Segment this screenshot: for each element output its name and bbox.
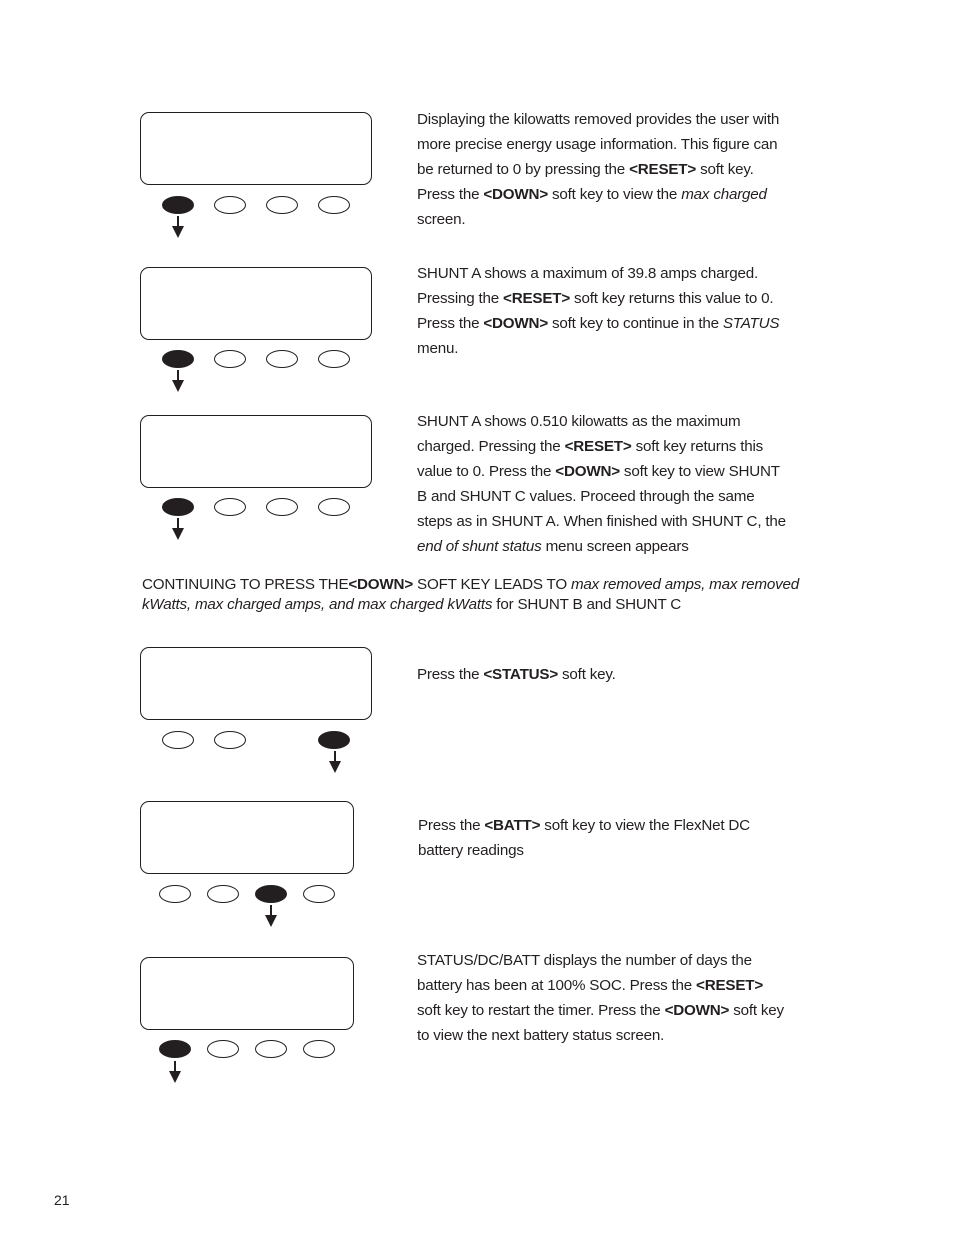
emphasis-text: end of shunt status (417, 538, 542, 555)
text-run: soft key to view the next battery status screen. (417, 1002, 784, 1044)
emphasis-text: STATUS (722, 315, 780, 332)
soft-key-1[interactable] (159, 1040, 191, 1058)
text-run: soft key returns this value to 0. Press the (417, 438, 764, 480)
soft-key-label: <RESET> (564, 438, 632, 455)
down-arrow-icon (171, 216, 185, 238)
soft-key-1[interactable] (162, 196, 194, 214)
lcd-screen-3 (140, 415, 372, 488)
down-arrow-icon (264, 905, 278, 927)
text-run: CONTINUING TO PRESS THE (142, 576, 349, 593)
text-run: soft key returns this value to 0. Press the (417, 290, 774, 332)
text-run: STATUS/DC/BATT displays the number of days the battery has been at 100% SOC. Press the (417, 952, 752, 994)
soft-key-2[interactable] (214, 350, 246, 368)
lcd-screen-6 (140, 957, 354, 1030)
down-arrow-icon (328, 751, 342, 773)
soft-key-2[interactable] (214, 731, 246, 749)
soft-key-1[interactable] (159, 885, 191, 903)
down-arrow-icon (171, 370, 185, 392)
soft-key-4[interactable] (303, 1040, 335, 1058)
soft-key-label: <RESET> (629, 161, 697, 178)
soft-key-label: <DOWN> (348, 576, 413, 593)
text-run: soft key to continue in the (548, 315, 723, 332)
text-run: soft key. (558, 666, 616, 683)
text-run: SHUNT A shows 0.510 kilowatts as the maximum charged. Pressing the (417, 413, 741, 455)
lcd-screen-1 (140, 112, 372, 185)
text-run: soft key to view the FlexNet DC battery readings (418, 817, 750, 859)
page-number: 21 (54, 1192, 70, 1208)
down-arrow-icon (168, 1061, 182, 1083)
soft-key-2[interactable] (207, 1040, 239, 1058)
soft-key-2[interactable] (214, 498, 246, 516)
soft-key-label: <DOWN> (483, 315, 548, 332)
soft-key-3[interactable] (266, 196, 298, 214)
soft-key-2[interactable] (207, 885, 239, 903)
text-run: menu. (417, 340, 459, 357)
soft-key-label: <DOWN> (555, 463, 620, 480)
figure-5-description (418, 813, 790, 863)
soft-key-label: <DOWN> (664, 1002, 730, 1019)
soft-key-4[interactable] (318, 731, 350, 749)
soft-key-3[interactable] (266, 498, 298, 516)
lcd-screen-5 (140, 801, 354, 874)
text-run: menu screen appears (541, 538, 689, 555)
figure-3-description (417, 409, 789, 559)
soft-key-label: <STATUS> (483, 666, 559, 683)
continuing-note (142, 575, 802, 615)
soft-key-1[interactable] (162, 350, 194, 368)
text-run: soft key to view the (548, 186, 682, 203)
soft-key-2[interactable] (214, 196, 246, 214)
down-arrow-icon (171, 518, 185, 540)
figure-2-description (417, 261, 789, 361)
soft-key-label: <BATT> (484, 817, 541, 834)
soft-key-4[interactable] (303, 885, 335, 903)
soft-key-4[interactable] (318, 350, 350, 368)
text-run: soft key. Press the (417, 161, 754, 203)
text-run: SHUNT A shows a maximum of 39.8 amps charged. Pressing the (417, 265, 759, 307)
soft-key-label: <RESET> (503, 290, 571, 307)
text-run: Displaying the kilowatts removed provides the user with more precise energy usage information. This figure can be returned to 0 by pressing the (417, 111, 780, 178)
lcd-screen-4 (140, 647, 372, 720)
soft-key-label: <DOWN> (483, 186, 548, 203)
figure-6-description (417, 948, 789, 1048)
text-run: Press the (418, 817, 485, 834)
figure-1-description (417, 107, 789, 232)
soft-key-3[interactable] (255, 885, 287, 903)
lcd-screen-2 (140, 267, 372, 340)
text-run: screen. (417, 211, 466, 228)
text-run: for SHUNT B and SHUNT C (492, 596, 682, 613)
text-run: soft key to restart the timer. Press the (417, 1002, 665, 1019)
text-run: soft key to view SHUNT B and SHUNT C values. Proceed through the same steps as in SHUNT A. When finished with SHUNT C, the (417, 463, 786, 530)
soft-key-3[interactable] (255, 1040, 287, 1058)
soft-key-1[interactable] (162, 498, 194, 516)
emphasis-text: max removed amps, max removed kWatts, max charged amps, and max charged kWatts (142, 576, 799, 613)
soft-key-label: <RESET> (696, 977, 764, 994)
text-run: Press the (417, 666, 484, 683)
soft-key-4[interactable] (318, 196, 350, 214)
soft-key-3[interactable] (266, 350, 298, 368)
soft-key-1[interactable] (162, 731, 194, 749)
figure-4-description (417, 662, 789, 687)
text-run: SOFT KEY LEADS TO (413, 576, 571, 593)
emphasis-text: max charged (681, 186, 767, 203)
soft-key-4[interactable] (318, 498, 350, 516)
